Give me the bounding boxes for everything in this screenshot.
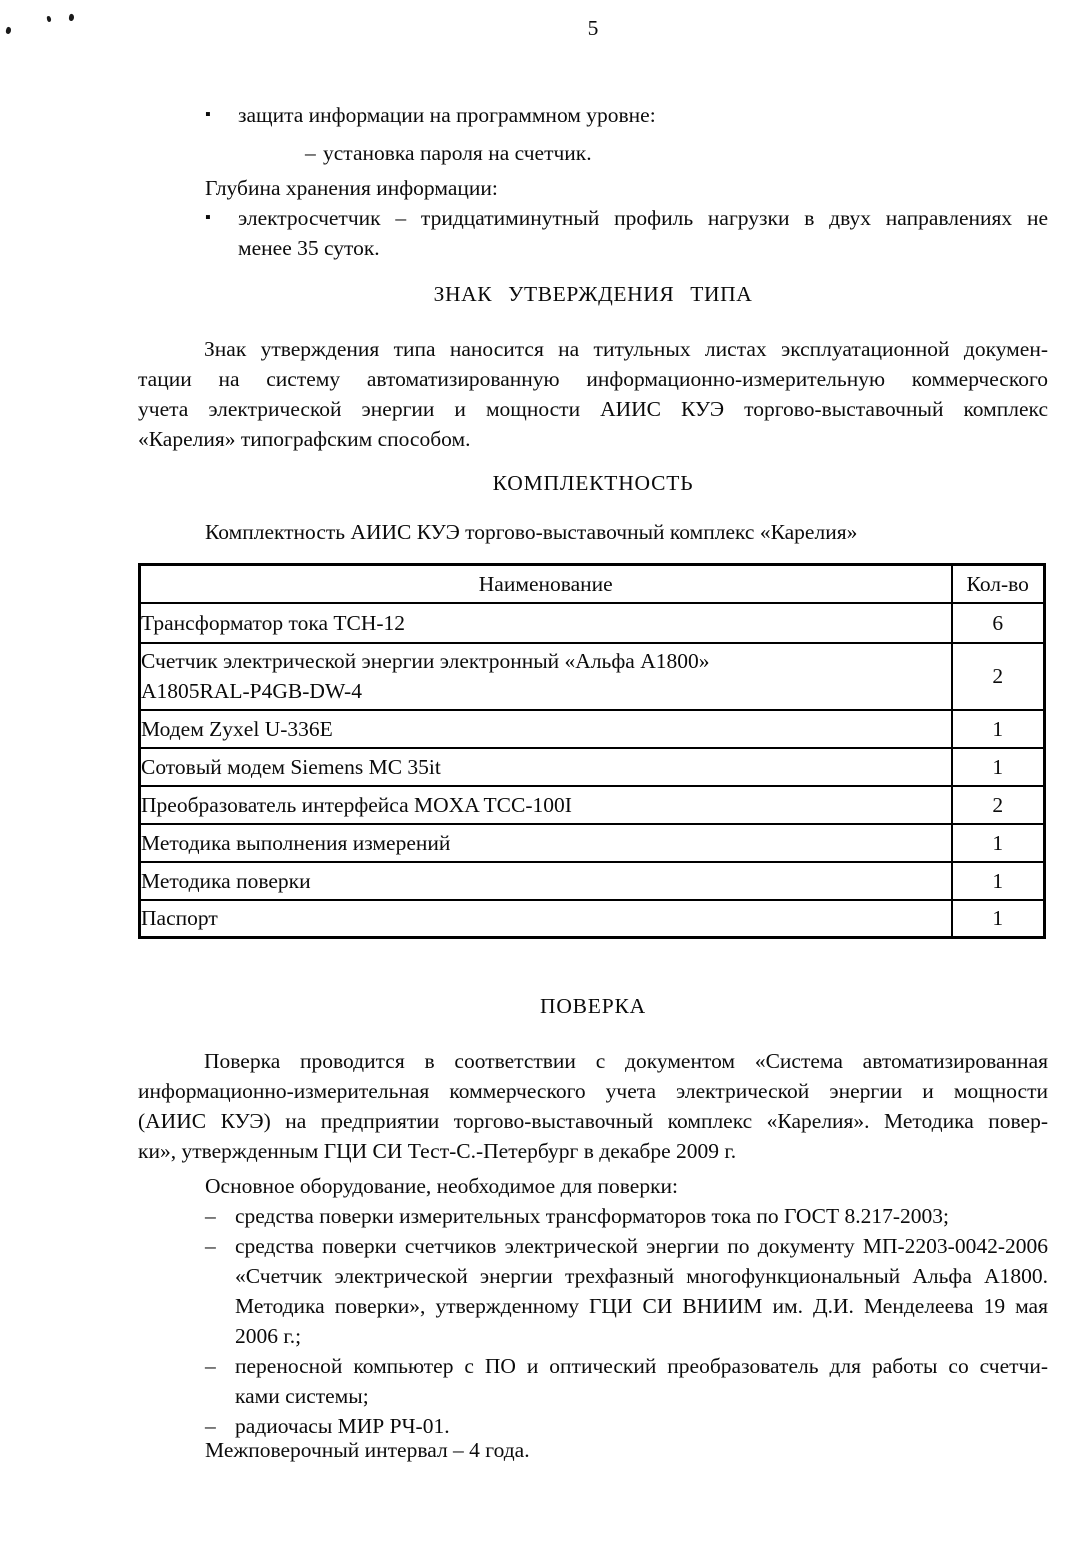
sub-list-item-text: установка пароля на счетчик.: [323, 141, 592, 165]
type-approval-paragraph: [138, 334, 1048, 454]
interval-statement: Межповерочный интервал – 4 года.: [205, 1438, 530, 1462]
dash-icon: –: [205, 1354, 216, 1378]
list-item: [138, 1351, 1048, 1411]
item-qty: 2: [952, 786, 1045, 824]
completeness-heading: КОМПЛЕКТНОСТЬ: [492, 471, 694, 495]
completeness-table: [138, 563, 1046, 939]
column-header-qty: Кол-во: [952, 565, 1045, 603]
text-line: переносной компьютер с ПО и оптический преобразователь для работы со счетчи-: [235, 1354, 1048, 1378]
text-line: «Счетчик электрической энергии трехфазный многофункциональный Альфа А1800.: [235, 1264, 1048, 1288]
scan-artifact: [68, 14, 74, 22]
paragraph-line: «Карелия» типографским способом.: [138, 427, 471, 451]
table-row: [140, 862, 1045, 900]
item-name: Трансформатор тока ТСН-12: [140, 603, 952, 643]
list-item-text: средства поверки измерительных трансформаторов тока по ГОСТ 8.217-2003;: [235, 1204, 950, 1228]
item-name: Преобразователь интерфейса MOXA TCC-100I: [140, 786, 952, 824]
list-item-text: [235, 1351, 1048, 1411]
item-name: Паспорт: [140, 900, 952, 938]
item-name-line: A1805RAL-P4GB-DW-4: [141, 679, 362, 703]
item-name: Методика поверки: [140, 862, 952, 900]
text-line: Методика поверки», утвержденному ГЦИ СИ ВНИИМ им. Д.И. Менделеева 19 мая: [235, 1294, 1048, 1318]
text-line: электросчетчик – тридцатиминутный профиль нагрузки в двух направлениях не: [238, 206, 1048, 230]
table-row: [140, 786, 1045, 824]
scan-artifact: [5, 26, 12, 34]
paragraph-line: информационно-измерительная коммерческого учета электрической энергии и мощности: [138, 1079, 1048, 1103]
text-line: ками системы;: [235, 1384, 369, 1408]
item-name-line: Счетчик электрической энергии электронный «Альфа А1800»: [141, 649, 710, 673]
table-row: [140, 710, 1045, 748]
list-item: [138, 1231, 1048, 1351]
table-row: [140, 900, 1045, 938]
item-qty: 1: [952, 862, 1045, 900]
bullet-square-icon: ▪: [205, 209, 211, 226]
equipment-list: [138, 1201, 1048, 1441]
list-item: [138, 1201, 1048, 1231]
paragraph-line: (АИИС КУЭ) на предприятии торгово-выставочный комплекс «Карелия». Методика повер-: [138, 1109, 1048, 1133]
table-row: [140, 748, 1045, 786]
completeness-intro: Комплектность АИИС КУЭ торгово-выставочный комплекс «Карелия»: [205, 520, 858, 544]
paragraph-line: Знак утверждения типа наносится на титульных листах эксплуатационной докумен-: [204, 337, 1048, 361]
item-name: Методика выполнения измерений: [140, 824, 952, 862]
bullet-square-icon: ▪: [205, 106, 211, 123]
dash-icon: –: [305, 141, 316, 165]
dash-icon: –: [205, 1414, 216, 1438]
paragraph-line: ки», утвержденным ГЦИ СИ Тест-С.-Петербург в декабре 2009 г.: [138, 1139, 737, 1163]
paragraph-line: учета электрической энергии и мощности АИИС КУЭ торгово-выставочный комплекс: [138, 397, 1048, 421]
item-name: Сотовый модем Siemens MC 35it: [140, 748, 952, 786]
text-line: средства поверки счетчиков электрической энергии по документу МП-2203-0042-2006: [235, 1234, 1048, 1258]
text-line: менее 35 суток.: [238, 236, 380, 260]
features-section: [138, 100, 1048, 263]
paragraph-line: Поверка проводится в соответствии с документом «Система автоматизированная: [204, 1049, 1048, 1073]
type-approval-heading: ЗНАК УТВЕРЖДЕНИЯ ТИПА: [433, 282, 753, 306]
item-qty: 1: [952, 748, 1045, 786]
storage-depth-label: Глубина хранения информации:: [205, 176, 498, 200]
list-item-text: [235, 1231, 1048, 1351]
item-qty: 1: [952, 900, 1045, 938]
text-line: 2006 г.;: [235, 1324, 302, 1348]
equipment-label: Основное оборудование, необходимое для поверки:: [205, 1174, 679, 1198]
list-item: [138, 100, 1048, 130]
sub-list-item: [305, 138, 1048, 168]
table-row: [140, 824, 1045, 862]
page-number: 5: [587, 16, 599, 40]
item-name: Модем Zyxel U-336E: [140, 710, 952, 748]
list-item: [138, 203, 1048, 263]
item-qty: 1: [952, 710, 1045, 748]
dash-icon: –: [205, 1204, 216, 1228]
dash-icon: –: [205, 1234, 216, 1258]
verification-heading: ПОВЕРКА: [540, 994, 646, 1018]
scan-artifact: [47, 16, 52, 23]
item-qty: 1: [952, 824, 1045, 862]
table-row: [140, 603, 1045, 643]
item-name: [140, 643, 952, 710]
paragraph-line: тации на систему автоматизированную информационно-измерительную коммерческого: [138, 367, 1048, 391]
table-header-row: [140, 565, 1045, 603]
list-item-text: радиочасы МИР РЧ-01.: [235, 1414, 450, 1438]
table-row: [140, 643, 1045, 710]
column-header-name: Наименование: [140, 565, 952, 603]
item-qty: 6: [952, 603, 1045, 643]
item-qty: 2: [952, 643, 1045, 710]
verification-paragraph: [138, 1046, 1048, 1166]
list-item-text: [238, 203, 1048, 263]
list-item-text: защита информации на программном уровне:: [238, 103, 656, 127]
